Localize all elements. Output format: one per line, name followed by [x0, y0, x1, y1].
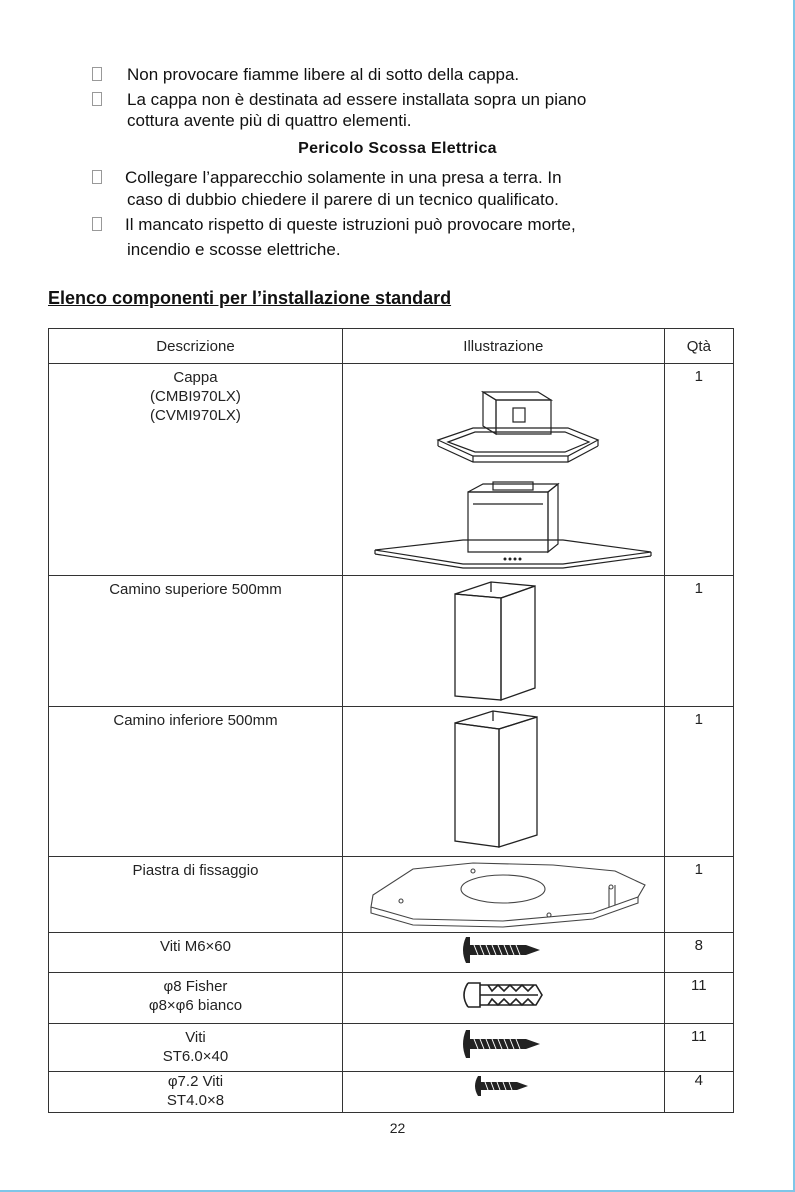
safety-bullet-3-cont: caso di dubbio chiedere il parere di un tecnico qualificato. — [127, 190, 559, 209]
components-table — [48, 328, 734, 1113]
row-description: φ8 Fisher φ8×φ6 bianco — [49, 973, 343, 1024]
bullet-box-icon — [92, 92, 102, 106]
table-row — [49, 707, 734, 857]
screw-medium-illustration — [342, 1024, 664, 1072]
safety-bullet-4-cont: incendio e scosse elettriche. — [127, 240, 341, 259]
row-description: Cappa (CMBI970LX) (CVMI970LX) — [49, 364, 343, 576]
table-row — [49, 576, 734, 707]
bullet-box-icon — [92, 217, 102, 231]
screw-long-icon — [458, 933, 548, 967]
row-qty: 11 — [664, 973, 733, 1024]
bullet-box-icon — [92, 170, 102, 184]
mounting-plate-icon — [353, 857, 653, 929]
row-qty: 11 — [664, 1024, 733, 1072]
header-illustration: Illustrazione — [342, 329, 664, 364]
header-description: Descrizione — [49, 329, 343, 364]
wall-plug-icon — [458, 973, 548, 1017]
row-qty: 4 — [664, 1072, 733, 1113]
components-title: Elenco componenti per l’installazione standard — [48, 288, 452, 308]
electric-hazard-heading: Pericolo Scossa Elettrica — [298, 140, 497, 157]
mounting-plate-illustration — [342, 857, 664, 933]
bullet-box-icon — [92, 67, 102, 81]
row-description: Camino superiore 500mm — [49, 576, 343, 707]
row-description: Viti ST6.0×40 — [49, 1024, 343, 1072]
row-qty: 1 — [664, 857, 733, 933]
row-qty: 8 — [664, 933, 733, 973]
lower-chimney-illustration — [342, 707, 664, 857]
hood-icon — [353, 364, 653, 570]
header-qty: Qtà — [664, 329, 733, 364]
chimney-upper-icon — [443, 576, 563, 702]
wall-plug-illustration — [342, 973, 664, 1024]
row-description: φ7.2 Viti ST4.0×8 — [49, 1072, 343, 1113]
hood-illustration — [342, 364, 664, 576]
screw-short-illustration — [342, 1072, 664, 1113]
table-header-row — [49, 329, 734, 364]
table-row — [49, 1024, 734, 1072]
row-qty: 1 — [664, 364, 733, 576]
table-row — [49, 973, 734, 1024]
chimney-lower-icon — [443, 707, 563, 851]
table-row — [49, 933, 734, 973]
screw-long-illustration — [342, 933, 664, 973]
row-description: Camino inferiore 500mm — [49, 707, 343, 857]
row-qty: 1 — [664, 576, 733, 707]
safety-bullet-2-cont: cottura avente più di quattro elementi. — [127, 111, 412, 130]
screw-medium-icon — [458, 1024, 548, 1064]
upper-chimney-illustration — [342, 576, 664, 707]
page-number: 22 — [389, 1120, 406, 1136]
table-row — [49, 1072, 734, 1113]
screw-short-icon — [468, 1072, 538, 1102]
row-qty: 1 — [664, 707, 733, 857]
row-description: Viti M6×60 — [49, 933, 343, 973]
table-row — [49, 857, 734, 933]
table-row — [49, 364, 734, 576]
row-description: Piastra di fissaggio — [49, 857, 343, 933]
